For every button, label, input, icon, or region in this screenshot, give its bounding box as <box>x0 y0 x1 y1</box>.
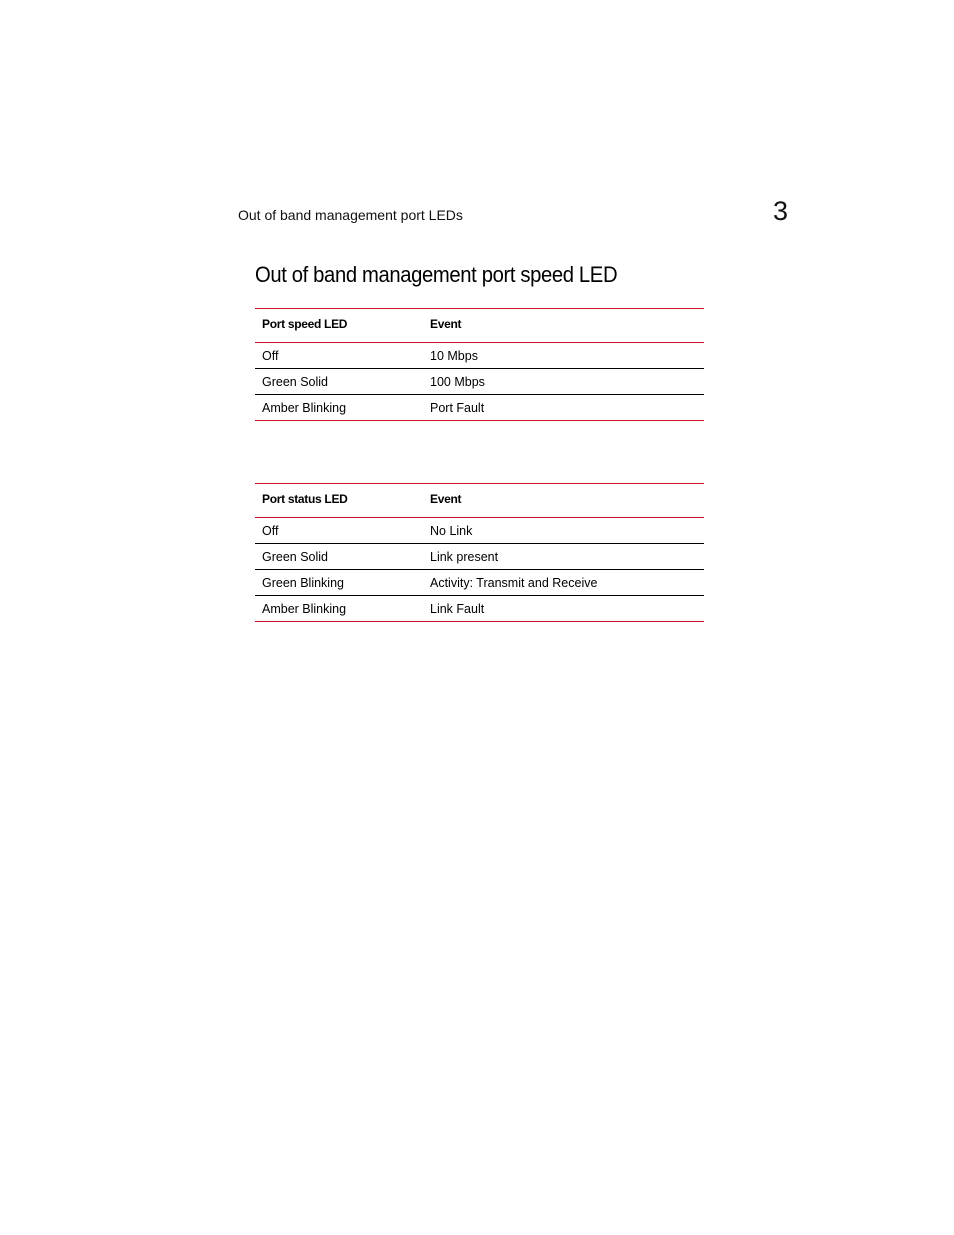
table-row <box>255 369 704 395</box>
table-row <box>255 518 704 544</box>
table-header-row <box>255 309 704 343</box>
led-state-cell: Amber Blinking <box>255 596 423 622</box>
led-state-cell: Amber Blinking <box>255 395 423 421</box>
table-row <box>255 570 704 596</box>
event-cell: Port Fault <box>423 395 704 421</box>
section-title: Out of band management port speed LED <box>255 262 618 287</box>
table-row <box>255 596 704 622</box>
column-header-port-speed-led: Port speed LED <box>255 309 423 343</box>
column-header-event: Event <box>423 309 704 343</box>
event-cell: Link Fault <box>423 596 704 622</box>
event-cell: 10 Mbps <box>423 343 704 369</box>
event-cell: 100 Mbps <box>423 369 704 395</box>
port-status-led-table <box>255 483 704 622</box>
chapter-number: 3 <box>773 196 789 226</box>
led-state-cell: Green Solid <box>255 544 423 570</box>
table-row <box>255 395 704 421</box>
column-header-event: Event <box>423 484 704 518</box>
led-state-cell: Green Solid <box>255 369 423 395</box>
event-cell: Activity: Transmit and Receive <box>423 570 704 596</box>
table-row <box>255 343 704 369</box>
led-state-cell: Off <box>255 518 423 544</box>
led-state-cell: Green Blinking <box>255 570 423 596</box>
event-cell: No Link <box>423 518 704 544</box>
event-cell: Link present <box>423 544 704 570</box>
port-speed-led-table <box>255 308 704 421</box>
running-header: Out of band management port LEDs <box>238 207 463 223</box>
column-header-port-status-led: Port status LED <box>255 484 423 518</box>
table-row <box>255 544 704 570</box>
led-state-cell: Off <box>255 343 423 369</box>
table-header-row <box>255 484 704 518</box>
